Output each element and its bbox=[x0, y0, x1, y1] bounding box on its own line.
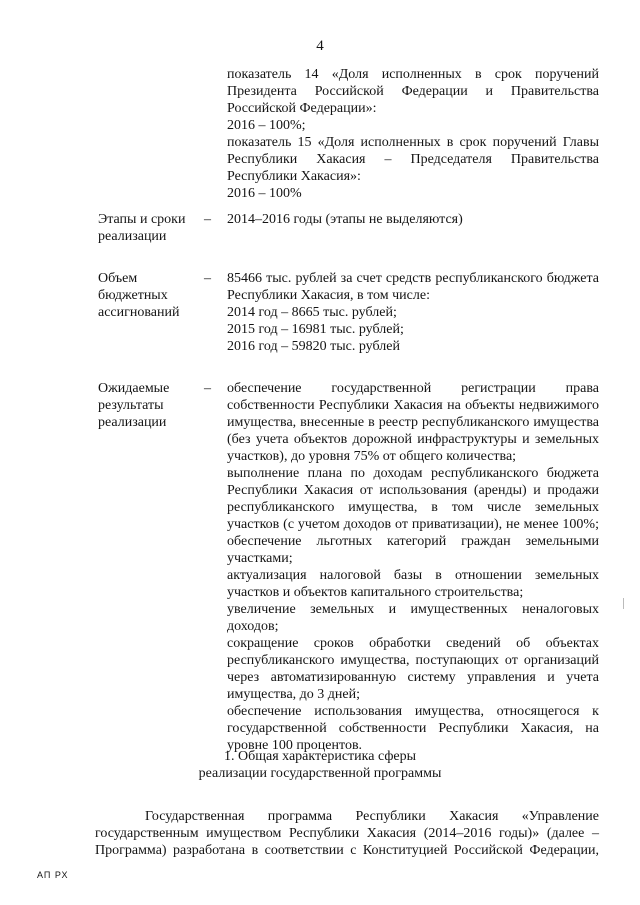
section-label bbox=[98, 270, 208, 321]
footer-stamp: АП РХ bbox=[37, 870, 69, 880]
label-line: Ожидаемые bbox=[98, 381, 170, 396]
section-dash: – bbox=[204, 381, 211, 396]
text-line: участков (с учетом доходов от приватизации), не менее 100%; bbox=[227, 517, 599, 532]
heading-line: 1. Общая характеристика сферы bbox=[223, 749, 417, 764]
text-line: имущества, внесенные в реестр республиканского имущества bbox=[227, 415, 599, 430]
label-line: реализации bbox=[98, 229, 167, 244]
text-line: обеспечение использования имущества, относящегося к bbox=[227, 704, 599, 719]
text-line: собственности Республики Хакасия на объекты недвижимого bbox=[227, 398, 599, 413]
text-line: показатель 15 «Доля исполненных в срок поручений Главы bbox=[227, 135, 599, 150]
text-line: Республики Хакасия»: bbox=[227, 169, 361, 184]
text-line: увеличение земельных и имущественных неналоговых bbox=[227, 602, 599, 617]
text-line: имущества, до 3 дней; bbox=[227, 687, 360, 702]
section-dash: – bbox=[204, 271, 211, 286]
text-line: выполнение плана по доходам республиканского бюджета bbox=[227, 466, 599, 481]
section-value bbox=[227, 211, 599, 228]
label-line: бюджетных bbox=[98, 288, 168, 303]
section-value bbox=[227, 380, 599, 754]
text-line: 2016 – 100% bbox=[227, 186, 302, 201]
text-line: (без учета объектов дорожной инфраструктуры и земельных bbox=[227, 432, 599, 447]
label-line: Этапы и сроки bbox=[98, 212, 186, 227]
label-line: ассигнований bbox=[98, 305, 180, 320]
text-line: сокращение сроков обработки сведений об объектах bbox=[227, 636, 599, 651]
text-line: республиканского имущества, в том числе земельных bbox=[227, 500, 599, 515]
text-line: Республики Хакасия, в том числе: bbox=[227, 288, 430, 303]
text-line: Республики Хакасия от использования (аренды) и продажи bbox=[227, 483, 599, 498]
text-line: 85466 тыс. рублей за счет средств республиканского бюджета bbox=[227, 271, 599, 286]
text-line: 2016 – 100%; bbox=[227, 118, 306, 133]
label-line: Объем bbox=[98, 271, 138, 286]
text-line: 2014 год – 8665 тыс. рублей; bbox=[227, 305, 397, 320]
text-line: участками; bbox=[227, 551, 293, 566]
text-line: республиканского имущества, поступающих от организаций bbox=[227, 653, 599, 668]
body-paragraph bbox=[95, 808, 599, 859]
text-line: обеспечение льготных категорий граждан земельными bbox=[227, 534, 599, 549]
text-line: Российской Федерации»: bbox=[227, 101, 377, 116]
text-line: 2016 год – 59820 тыс. рублей bbox=[227, 339, 400, 354]
section-heading bbox=[0, 748, 640, 782]
margin-mark bbox=[623, 598, 624, 609]
text-line: Президента Российской Федерации и Правительства bbox=[227, 84, 599, 99]
label-line: реализации bbox=[98, 415, 167, 430]
text-line: участков), до уровня 75% от общего количества; bbox=[227, 449, 517, 464]
page-number: 4 bbox=[316, 38, 324, 54]
text-line: уровне 100 процентов. bbox=[227, 738, 363, 753]
text-line: Республики Хакасия – Председателя Правительства bbox=[227, 152, 599, 167]
text-line: показатель 14 «Доля исполненных в срок поручений bbox=[227, 67, 599, 82]
text-line: доходов; bbox=[227, 619, 279, 634]
section-label bbox=[98, 211, 208, 245]
text-line: через автоматизированную систему управления и учета bbox=[227, 670, 599, 685]
text-line: Программа) разработана в соответствии с Конституцией Российской Федерации, bbox=[95, 843, 599, 858]
text-line: актуализация налоговой базы в отношении земельных bbox=[227, 568, 599, 583]
text-line: государственной собственности Республики Хакасия, на bbox=[227, 721, 599, 736]
text-line: 2014–2016 годы (этапы не выделяются) bbox=[227, 212, 463, 227]
continuation-block bbox=[227, 66, 599, 202]
section-value bbox=[227, 270, 599, 355]
section-dash: – bbox=[204, 212, 211, 227]
text-line: 2015 год – 16981 тыс. рублей; bbox=[227, 322, 404, 337]
section-label bbox=[98, 380, 208, 431]
text-line: Государственная программа Республики Хакасия «Управление bbox=[145, 809, 599, 824]
heading-line: реализации государственной программы bbox=[198, 766, 442, 781]
text-line: участков и объектов капитального строительства; bbox=[227, 585, 524, 600]
text-line: обеспечение государственной регистрации права bbox=[227, 381, 599, 396]
text-line: государственным имуществом Республики Хакасия (2014–2016 годы)» (далее – bbox=[95, 826, 599, 841]
label-line: результаты bbox=[98, 398, 164, 413]
